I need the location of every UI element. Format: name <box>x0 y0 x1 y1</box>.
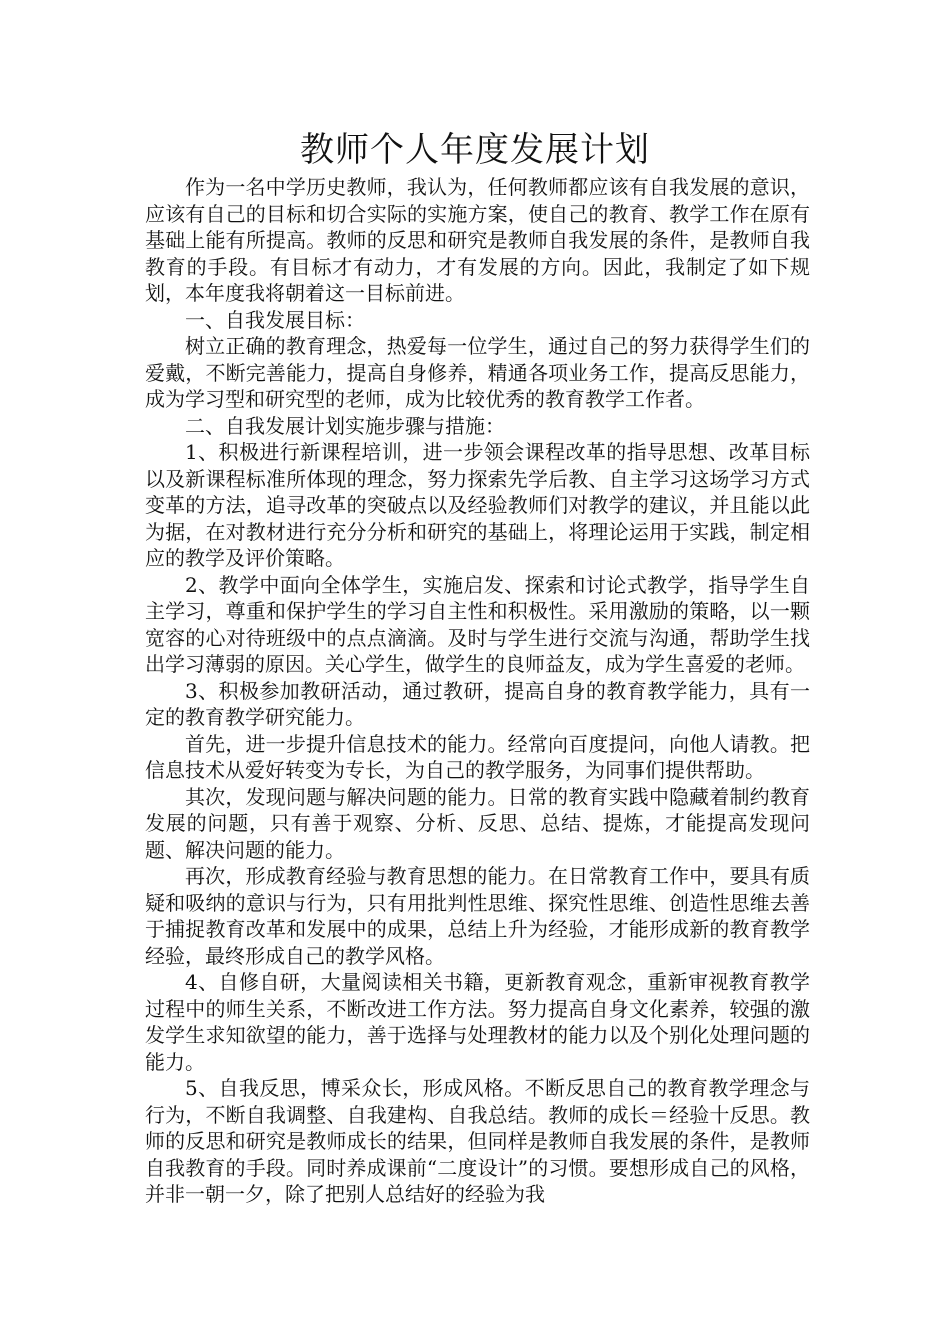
paragraph-goals: 树立正确的教育理念，热爱每一位学生，通过自己的努力获得学生们的爱戴，不断完善能力，提高自身修养，精通各项业务工作，提高反思能力，成为学习型和研究型的老师，成为比较优秀的教育教学工作者。 <box>145 334 810 411</box>
paragraph-step-4: 4、自修自研，大量阅读相关书籍，更新教育观念，重新审视教育教学过程中的师生关系，不断改进工作方法。努力提高自身文化素养，较强的激发学生求知欲望的能力，善于选择与处理教材的能力以及个别化处理问题的能力。 <box>145 970 810 1074</box>
paragraph-third: 再次，形成教育经验与教育思想的能力。在日常教育工作中，要具有质疑和吸纳的意识与行为，只有用批判性思维、探究性思维、创造性思维去善于捕捉教育改革和发展中的成果，总结上升为经验，才能形成新的教育教学经验，最终形成自己的教学风格。 <box>145 864 810 968</box>
paragraph-first: 首先，进一步提升信息技术的能力。经常向百度提问，向他人请教。把信息技术从爱好转变为专长，为自己的教学服务，为同事们提供帮助。 <box>145 731 810 782</box>
heading-steps: 二、自我发展计划实施步骤与措施： <box>185 413 505 438</box>
paragraph-step-2: 2、教学中面向全体学生，实施启发、探索和讨论式教学，指导学生自主学习，尊重和保护学生的学习自主性和积极性。采用激励的策略，以一颗宽容的心对待班级中的点点滴滴。及时与学生进行交流与沟通，帮助学生找出学习薄弱的原因。关心学生，做学生的良师益友，成为学生喜爱的老师。 <box>145 572 810 676</box>
document-body <box>145 174 810 1208</box>
paragraph-step-5: 5、自我反思，博采众长，形成风格。不断反思自己的教育教学理念与行为，不断自我调整、自我建构、自我总结。教师的成长＝经验十反思。教师的反思和研究是教师成长的结果，但同样是教师自我发展的条件，是教师自我教育的手段。同时养成课前“二度设计”的习惯。要想形成自己的风格，并非一朝一夕，除了把别人总结好的经验为我 <box>145 1076 810 1206</box>
paragraph-step-3: 3、积极参加教研活动，通过教研，提高自身的教育教学能力，具有一定的教育教学研究能力。 <box>145 678 810 729</box>
heading-goals: 一、自我发展目标： <box>185 307 365 332</box>
paragraph-step-1: 1、积极进行新课程培训，进一步领会课程改革的指导思想、改革目标以及新课程标准所体现的理念，努力探索先学后教、自主学习这场学习方式变革的方法，追寻改革的突破点以及经验教师们对教学的建议，并且能以此为据，在对教材进行充分分析和研究的基础上，将理论运用于实践，制定相应的教学及评价策略。 <box>145 440 810 570</box>
paragraph-intro: 作为一名中学历史教师，我认为，任何教师都应该有自我发展的意识，应该有自己的目标和切合实际的实施方案，使自己的教育、教学工作在原有基础上能有所提高。教师的反思和研究是教师自我发展的条件，是教师自我教育的手段。有目标才有动力，才有发展的方向。因此，我制定了如下规划，本年度我将朝着这一目标前进。 <box>145 175 810 305</box>
paragraph-second: 其次，发现问题与解决问题的能力。日常的教育实践中隐藏着制约教育发展的问题，只有善于观察、分析、反思、总结、提炼，才能提高发现问题、解决问题的能力。 <box>145 784 810 862</box>
document-title: 教师个人年度发展计划 <box>300 130 650 170</box>
